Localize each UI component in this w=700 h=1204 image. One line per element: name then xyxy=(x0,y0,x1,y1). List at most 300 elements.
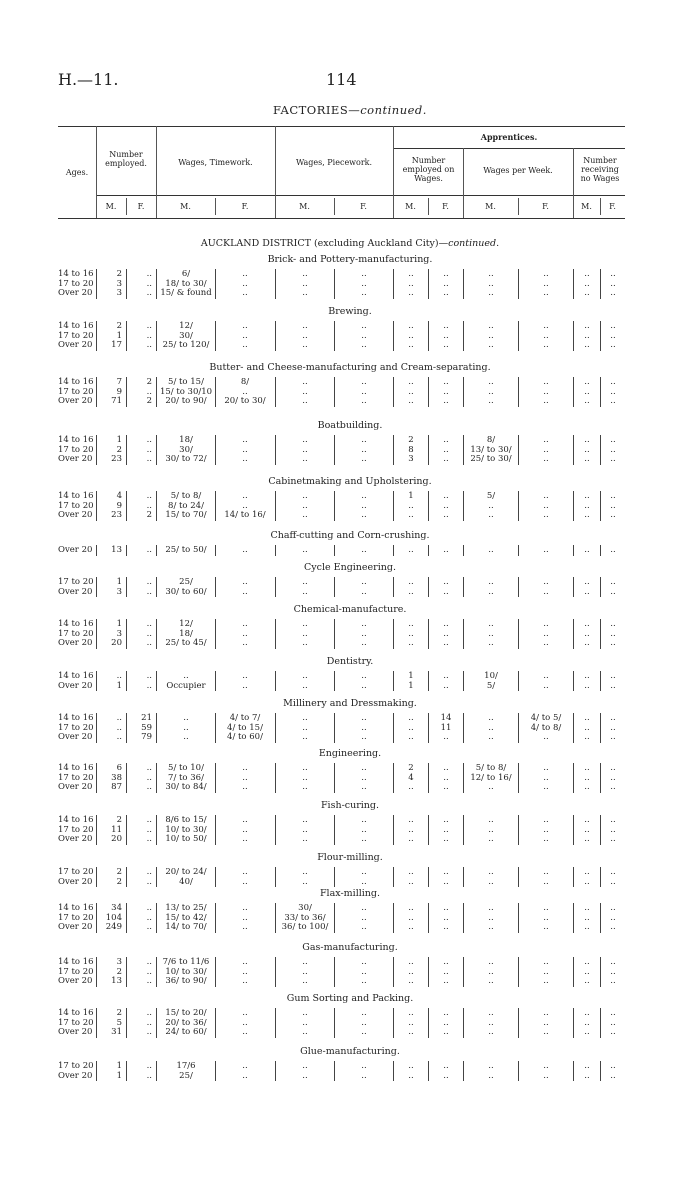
cell-apprentice-employed-f: .. xyxy=(443,782,449,793)
cell-apprentice-employed-f: .. xyxy=(443,763,449,773)
column-rule xyxy=(573,1008,574,1038)
cell-apprentice-employed-f: .. xyxy=(443,377,449,387)
cell-employed-f: .. xyxy=(146,278,152,289)
table-row xyxy=(0,545,700,555)
cell-wage-week-m: .. xyxy=(488,628,494,639)
column-rule xyxy=(393,435,394,465)
cell-piecework-f: .. xyxy=(361,1061,367,1071)
column-rule xyxy=(96,321,97,351)
cell-piecework-f: .. xyxy=(361,834,367,845)
cell-piecework-m: .. xyxy=(302,1070,308,1081)
cell-wage-week-f: .. xyxy=(543,815,549,825)
cell-timework-m: .. xyxy=(183,713,189,723)
cell-timework-f: .. xyxy=(242,763,248,773)
cell-timework-m: .. xyxy=(183,732,189,743)
cell-no-wages-m: .. xyxy=(584,680,590,691)
cell-timework-f: .. xyxy=(242,876,248,887)
cell-wage-week-f: 4/ to 8/ xyxy=(530,722,562,733)
cell-ages: 17 to 20 xyxy=(58,722,94,733)
cell-employed-f: .. xyxy=(146,586,152,597)
cell-piecework-f: .. xyxy=(361,903,367,913)
cell-no-wages-f: .. xyxy=(610,500,616,511)
cell-no-wages-f: .. xyxy=(610,815,616,825)
cell-employed-f: .. xyxy=(146,815,152,825)
cell-timework-m: 15/ to 30/10 xyxy=(159,386,213,397)
table-row xyxy=(0,377,700,387)
cell-timework-f: .. xyxy=(242,922,248,933)
cell-apprentice-employed-m: .. xyxy=(408,834,414,845)
column-rule xyxy=(428,321,429,351)
column-rule xyxy=(156,903,157,933)
cell-employed-f: .. xyxy=(146,321,152,331)
table-row xyxy=(0,501,700,511)
column-rule xyxy=(518,957,519,987)
cell-wage-week-m: 5/ to 8/ xyxy=(475,763,507,773)
table-row xyxy=(0,1027,700,1037)
cell-timework-f: .. xyxy=(242,966,248,977)
cell-piecework-m: .. xyxy=(302,824,308,835)
cell-wage-week-f: .. xyxy=(543,491,549,501)
table-row xyxy=(0,577,700,587)
column-rule xyxy=(393,713,394,743)
cell-no-wages-f: .. xyxy=(610,1061,616,1071)
column-rule xyxy=(518,321,519,351)
cell-employed-f: .. xyxy=(146,1008,152,1018)
cell-employed-m: 1 xyxy=(116,1061,122,1071)
column-rule xyxy=(518,671,519,691)
header-f: F. xyxy=(241,202,249,211)
column-rule xyxy=(126,957,127,987)
table-row xyxy=(0,877,700,887)
cell-wage-week-m: .. xyxy=(488,619,494,629)
column-rule xyxy=(156,619,157,649)
section-title: Brick- and Pottery-manufacturing. xyxy=(267,254,433,265)
cell-piecework-m: .. xyxy=(302,680,308,691)
cell-no-wages-m: .. xyxy=(584,500,590,511)
cell-employed-m: 2 xyxy=(116,966,122,977)
cell-piecework-m: .. xyxy=(302,491,308,501)
cell-ages: 17 to 20 xyxy=(58,1061,94,1071)
cell-wage-week-m: .. xyxy=(488,922,494,933)
column-rule xyxy=(518,903,519,933)
column-rule xyxy=(96,577,97,597)
header-f: F. xyxy=(442,202,449,211)
cell-employed-f: .. xyxy=(146,491,152,501)
cell-piecework-f: .. xyxy=(361,435,367,445)
cell-wage-week-m: .. xyxy=(488,876,494,887)
table-row xyxy=(0,782,700,792)
cell-no-wages-f: .. xyxy=(610,386,616,397)
column-rule xyxy=(215,491,216,521)
cell-apprentice-employed-f: .. xyxy=(443,671,449,681)
column-rule xyxy=(215,815,216,845)
cell-apprentice-employed-f: .. xyxy=(443,288,449,299)
cell-no-wages-m: .. xyxy=(584,713,590,723)
cell-wage-week-m: .. xyxy=(488,957,494,967)
table-row xyxy=(0,723,700,733)
column-rule xyxy=(126,577,127,597)
column-rule xyxy=(573,671,574,691)
cell-timework-f: 20/ to 30/ xyxy=(224,396,266,407)
column-rule xyxy=(573,903,574,933)
column-rule xyxy=(463,867,464,887)
column-rule xyxy=(463,903,464,933)
cell-piecework-m: .. xyxy=(302,586,308,597)
column-rule xyxy=(126,269,127,299)
table-row xyxy=(0,671,700,681)
column-rule xyxy=(334,321,335,351)
cell-wage-week-m: .. xyxy=(488,834,494,845)
column-rule xyxy=(334,577,335,597)
cell-timework-m: 18/ to 30/ xyxy=(165,278,207,289)
cell-timework-m: 15/ to 70/ xyxy=(165,510,207,521)
cell-no-wages-m: .. xyxy=(584,1017,590,1028)
table-row xyxy=(0,1018,700,1028)
column-rule xyxy=(518,713,519,743)
cell-timework-f: .. xyxy=(242,957,248,967)
column-rule xyxy=(275,1008,276,1038)
cell-no-wages-m: .. xyxy=(584,772,590,783)
cell-timework-f: .. xyxy=(242,1008,248,1018)
cell-no-wages-m: .. xyxy=(584,763,590,773)
cell-employed-m: 1 xyxy=(116,1070,122,1081)
cell-apprentice-employed-f: .. xyxy=(443,876,449,887)
cell-wage-week-f: .. xyxy=(543,545,549,555)
cell-apprentice-employed-m: 1 xyxy=(408,491,414,501)
cell-timework-m: 30/ to 60/ xyxy=(165,586,207,597)
column-rule xyxy=(126,491,127,521)
column-rule xyxy=(393,619,394,649)
cell-apprentice-employed-f: .. xyxy=(443,491,449,501)
cell-timework-f: .. xyxy=(242,586,248,597)
cell-no-wages-f: .. xyxy=(610,1027,616,1038)
cell-piecework-f: .. xyxy=(361,912,367,923)
cell-ages: 17 to 20 xyxy=(58,278,94,289)
cell-employed-f: .. xyxy=(146,966,152,977)
cell-apprentice-employed-f: .. xyxy=(443,454,449,465)
header-f: F. xyxy=(137,202,145,211)
cell-apprentice-employed-f: .. xyxy=(443,680,449,691)
column-rule xyxy=(428,577,429,597)
cell-timework-f: 4/ to 7/ xyxy=(229,713,261,723)
cell-wage-week-m: .. xyxy=(488,545,494,555)
cell-no-wages-m: .. xyxy=(584,824,590,835)
cell-piecework-f: .. xyxy=(361,876,367,887)
cell-wage-week-f: .. xyxy=(543,1070,549,1081)
cell-employed-m: .. xyxy=(116,671,122,681)
cell-ages: 14 to 16 xyxy=(58,713,94,723)
cell-no-wages-f: .. xyxy=(610,782,616,793)
cell-employed-f: 2 xyxy=(146,377,152,387)
cell-no-wages-f: .. xyxy=(610,732,616,743)
column-rule xyxy=(463,957,464,987)
cell-timework-f: .. xyxy=(242,340,248,351)
cell-wage-week-m: .. xyxy=(488,330,494,341)
cell-no-wages-m: .. xyxy=(584,876,590,887)
column-rule xyxy=(215,577,216,597)
header-m: M. xyxy=(299,202,310,211)
cell-employed-f: .. xyxy=(146,545,152,555)
column-rule xyxy=(518,377,519,407)
cell-timework-f: .. xyxy=(242,444,248,455)
column-rule xyxy=(393,545,394,556)
cell-apprentice-employed-f: .. xyxy=(443,444,449,455)
column-rule xyxy=(126,545,127,556)
cell-timework-m: .. xyxy=(183,722,189,733)
cell-wage-week-f: .. xyxy=(543,500,549,511)
column-rule xyxy=(275,377,276,407)
cell-wage-week-f: .. xyxy=(543,834,549,845)
cell-timework-m: 20/ to 90/ xyxy=(165,396,207,407)
cell-wage-week-f: .. xyxy=(543,772,549,783)
cell-no-wages-f: .. xyxy=(610,922,616,933)
column-rule xyxy=(334,377,335,407)
cell-timework-m: 20/ to 36/ xyxy=(165,1017,207,1028)
cell-employed-m: 1 xyxy=(116,577,122,587)
cell-apprentice-employed-f: .. xyxy=(443,772,449,783)
table-title xyxy=(0,103,700,117)
cell-wage-week-m: .. xyxy=(488,321,494,331)
table-row xyxy=(0,1061,700,1071)
column-rule xyxy=(96,619,97,649)
cell-employed-f: .. xyxy=(146,444,152,455)
column-rule xyxy=(96,957,97,987)
column-rule xyxy=(215,1008,216,1038)
cell-employed-m: 9 xyxy=(116,500,122,511)
cell-piecework-m: .. xyxy=(302,510,308,521)
column-rule xyxy=(393,577,394,597)
cell-wage-week-f: .. xyxy=(543,912,549,923)
cell-apprentice-employed-m: .. xyxy=(408,577,414,587)
cell-piecework-f: .. xyxy=(361,763,367,773)
cell-apprentice-employed-m: 1 xyxy=(408,680,414,691)
cell-no-wages-m: .. xyxy=(584,976,590,987)
cell-piecework-f: .. xyxy=(361,491,367,501)
cell-ages: Over 20 xyxy=(58,340,93,351)
cell-ages: Over 20 xyxy=(58,454,93,465)
column-rule xyxy=(275,269,276,299)
cell-piecework-m: .. xyxy=(302,966,308,977)
cell-apprentice-employed-f: .. xyxy=(443,545,449,555)
cell-no-wages-m: .. xyxy=(584,957,590,967)
cell-no-wages-m: .. xyxy=(584,628,590,639)
cell-apprentice-employed-f: .. xyxy=(443,732,449,743)
cell-apprentice-employed-f: .. xyxy=(443,628,449,639)
cell-wage-week-m: .. xyxy=(488,966,494,977)
cell-piecework-f: .. xyxy=(361,330,367,341)
cell-ages: 17 to 20 xyxy=(58,772,94,783)
column-rule xyxy=(334,713,335,743)
cell-timework-f: .. xyxy=(242,1027,248,1038)
cell-no-wages-f: .. xyxy=(610,444,616,455)
column-rule xyxy=(428,1008,429,1038)
column-rule xyxy=(126,435,127,465)
cell-piecework-f: .. xyxy=(361,732,367,743)
column-rule xyxy=(573,435,574,465)
column-rule xyxy=(393,763,394,793)
column-rule xyxy=(156,815,157,845)
cell-timework-f: .. xyxy=(242,815,248,825)
column-rule xyxy=(428,491,429,521)
cell-apprentice-employed-f: .. xyxy=(443,957,449,967)
header-ages: Ages. xyxy=(65,168,89,177)
column-rule xyxy=(96,713,97,743)
cell-no-wages-f: .. xyxy=(610,966,616,977)
cell-apprentice-employed-m: .. xyxy=(408,722,414,733)
cell-wage-week-m: .. xyxy=(488,1061,494,1071)
cell-no-wages-m: .. xyxy=(584,491,590,501)
cell-piecework-m: .. xyxy=(302,772,308,783)
cell-piecework-m: .. xyxy=(302,321,308,331)
column-rule xyxy=(463,377,464,407)
cell-no-wages-m: .. xyxy=(584,454,590,465)
column-rule xyxy=(428,671,429,691)
column-rule xyxy=(600,545,601,556)
cell-piecework-m: .. xyxy=(302,671,308,681)
cell-no-wages-f: .. xyxy=(610,876,616,887)
column-rule xyxy=(275,491,276,521)
column-rule xyxy=(573,1061,574,1081)
column-rule xyxy=(428,763,429,793)
cell-apprentice-employed-m: .. xyxy=(408,1070,414,1081)
cell-employed-f: .. xyxy=(146,638,152,649)
cell-no-wages-f: .. xyxy=(610,976,616,987)
column-rule xyxy=(156,321,157,351)
cell-apprentice-employed-f: .. xyxy=(443,435,449,445)
cell-apprentice-employed-m: 2 xyxy=(408,435,414,445)
cell-wage-week-m: .. xyxy=(488,377,494,387)
cell-ages: 17 to 20 xyxy=(58,444,94,455)
cell-no-wages-f: .. xyxy=(610,680,616,691)
cell-timework-m: 17/6 xyxy=(176,1061,196,1071)
cell-no-wages-f: .. xyxy=(610,1008,616,1018)
column-rule xyxy=(428,269,429,299)
section-title: Fish-curing. xyxy=(320,800,380,811)
cell-ages: Over 20 xyxy=(58,1027,93,1038)
column-rule xyxy=(215,763,216,793)
cell-wage-week-m: .. xyxy=(488,782,494,793)
cell-timework-m: 8/ to 24/ xyxy=(168,500,204,511)
column-rule xyxy=(156,545,157,556)
cell-apprentice-employed-f: 11 xyxy=(440,722,452,733)
cell-timework-m: 25/ xyxy=(179,577,193,587)
cell-timework-f: 14/ to 16/ xyxy=(224,510,266,521)
cell-wage-week-f: .. xyxy=(543,619,549,629)
cell-timework-m: 10/ to 30/ xyxy=(165,966,207,977)
cell-apprentice-employed-m: .. xyxy=(408,922,414,933)
section-title: Butter- and Cheese-manufacturing and Cream-separating. xyxy=(209,362,491,373)
column-rule xyxy=(275,713,276,743)
cell-wage-week-m: .. xyxy=(488,1008,494,1018)
cell-timework-f: .. xyxy=(242,330,248,341)
cell-no-wages-m: .. xyxy=(584,330,590,341)
table-row xyxy=(0,922,700,932)
cell-piecework-m: .. xyxy=(302,577,308,587)
cell-piecework-m: .. xyxy=(302,619,308,629)
cell-employed-m: .. xyxy=(116,713,122,723)
column-rule xyxy=(518,435,519,465)
cell-ages: 14 to 16 xyxy=(58,1008,94,1018)
cell-no-wages-m: .. xyxy=(584,545,590,555)
header-f: F. xyxy=(542,202,549,211)
header-bottom-rule xyxy=(58,218,625,219)
cell-apprentice-employed-m: 2 xyxy=(408,763,414,773)
cell-no-wages-f: .. xyxy=(610,867,616,877)
cell-timework-f: .. xyxy=(242,435,248,445)
cell-timework-m: 25/ to 50/ xyxy=(165,545,207,555)
cell-no-wages-m: .. xyxy=(584,444,590,455)
cell-employed-f: .. xyxy=(146,976,152,987)
column-rule xyxy=(393,321,394,351)
cell-piecework-f: .. xyxy=(361,638,367,649)
cell-apprentice-employed-f: .. xyxy=(443,500,449,511)
column-rule xyxy=(463,435,464,465)
cell-timework-f: .. xyxy=(242,671,248,681)
cell-piecework-m: .. xyxy=(302,628,308,639)
cell-timework-m: 25/ to 120/ xyxy=(162,340,210,351)
cell-timework-m: 30/ xyxy=(179,330,193,341)
table-row xyxy=(0,288,700,298)
cell-apprentice-employed-m: .. xyxy=(408,278,414,289)
cell-wage-week-m: .. xyxy=(488,386,494,397)
cell-employed-m: 2 xyxy=(116,1008,122,1018)
column-rule xyxy=(393,671,394,691)
cell-apprentice-employed-m: .. xyxy=(408,500,414,511)
cell-wage-week-f: .. xyxy=(543,824,549,835)
column-rule xyxy=(518,545,519,556)
cell-employed-m: 5 xyxy=(116,1017,122,1028)
cell-ages: 17 to 20 xyxy=(58,867,94,877)
cell-piecework-m: .. xyxy=(302,1017,308,1028)
cell-no-wages-f: .. xyxy=(610,278,616,289)
column-rule xyxy=(126,671,127,691)
cell-timework-f: .. xyxy=(242,545,248,555)
cell-piecework-f: .. xyxy=(361,628,367,639)
cell-no-wages-m: .. xyxy=(584,732,590,743)
column-rule xyxy=(156,671,157,691)
column-rule xyxy=(428,713,429,743)
cell-wage-week-m: .. xyxy=(488,340,494,351)
table-row xyxy=(0,279,700,289)
column-rule xyxy=(573,491,574,521)
header-m: M. xyxy=(485,202,496,211)
cell-apprentice-employed-m: 1 xyxy=(408,671,414,681)
table-row xyxy=(0,321,700,331)
cell-timework-f: .. xyxy=(242,903,248,913)
cell-employed-f: .. xyxy=(146,834,152,845)
table-title-main: FACTORIES xyxy=(273,103,349,117)
cell-employed-m: 11 xyxy=(111,824,122,835)
cell-wage-week-f: .. xyxy=(543,396,549,407)
cell-apprentice-employed-m: .. xyxy=(408,1017,414,1028)
cell-employed-m: 2 xyxy=(116,815,122,825)
section-title: Cabinetmaking and Upholstering. xyxy=(268,476,432,487)
cell-timework-m: 18/ xyxy=(179,435,193,445)
column-rule xyxy=(275,957,276,987)
column-rule xyxy=(334,619,335,649)
cell-timework-m: 12/ xyxy=(179,619,193,629)
cell-piecework-f: .. xyxy=(361,377,367,387)
cell-piecework-f: .. xyxy=(361,278,367,289)
cell-wage-week-f: .. xyxy=(543,1017,549,1028)
cell-timework-m: 40/ xyxy=(179,876,193,887)
cell-apprentice-employed-m: .. xyxy=(408,976,414,987)
cell-ages: 14 to 16 xyxy=(58,619,94,629)
column-rule xyxy=(463,545,464,556)
column-rule xyxy=(275,577,276,597)
cell-wage-week-f: 4/ to 5/ xyxy=(530,713,562,723)
column-rule xyxy=(215,867,216,887)
